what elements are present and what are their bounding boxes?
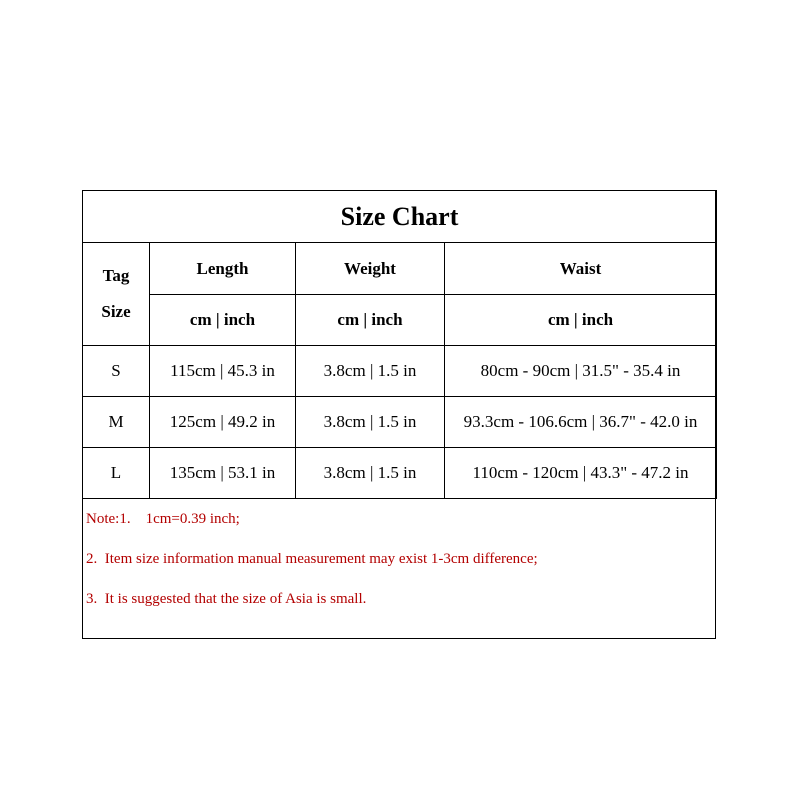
table-row-s xyxy=(83,346,717,397)
waist-cell: 93.3cm - 106.6cm | 36.7" - 42.0 in xyxy=(445,397,717,448)
notes-section xyxy=(83,497,715,638)
length-header: Length xyxy=(150,243,296,295)
tag-label: Tag xyxy=(102,266,130,285)
note-line-3: 3. It is suggested that the size of Asia is small. xyxy=(86,591,367,607)
waist-cell: 80cm - 90cm | 31.5" - 35.4 in xyxy=(445,346,717,397)
length-cell: 135cm | 53.1 in xyxy=(150,448,296,499)
table-row-l xyxy=(83,448,717,499)
size-cell: S xyxy=(83,346,150,397)
weight-unit-header: cm | inch xyxy=(296,295,445,346)
weight-cell: 3.8cm | 1.5 in xyxy=(296,448,445,499)
size-cell: L xyxy=(83,448,150,499)
size-label: Size xyxy=(101,302,131,321)
length-cell: 115cm | 45.3 in xyxy=(150,346,296,397)
note-line-2: 2. Item size information manual measurement may exist 1-3cm difference; xyxy=(86,551,538,567)
length-cell: 125cm | 49.2 in xyxy=(150,397,296,448)
note-line-1: Note:1. 1cm=0.39 inch; xyxy=(86,511,240,527)
tag-size-header xyxy=(83,243,150,346)
table-row-m xyxy=(83,397,717,448)
chart-title: Size Chart xyxy=(83,191,717,243)
weight-header: Weight xyxy=(296,243,445,295)
waist-unit-header: cm | inch xyxy=(445,295,717,346)
size-cell: M xyxy=(83,397,150,448)
weight-cell: 3.8cm | 1.5 in xyxy=(296,397,445,448)
waist-cell: 110cm - 120cm | 43.3" - 47.2 in xyxy=(445,448,717,499)
size-chart-table xyxy=(82,190,717,499)
length-unit-header: cm | inch xyxy=(150,295,296,346)
weight-cell: 3.8cm | 1.5 in xyxy=(296,346,445,397)
waist-header: Waist xyxy=(445,243,717,295)
size-chart-container xyxy=(82,190,716,639)
